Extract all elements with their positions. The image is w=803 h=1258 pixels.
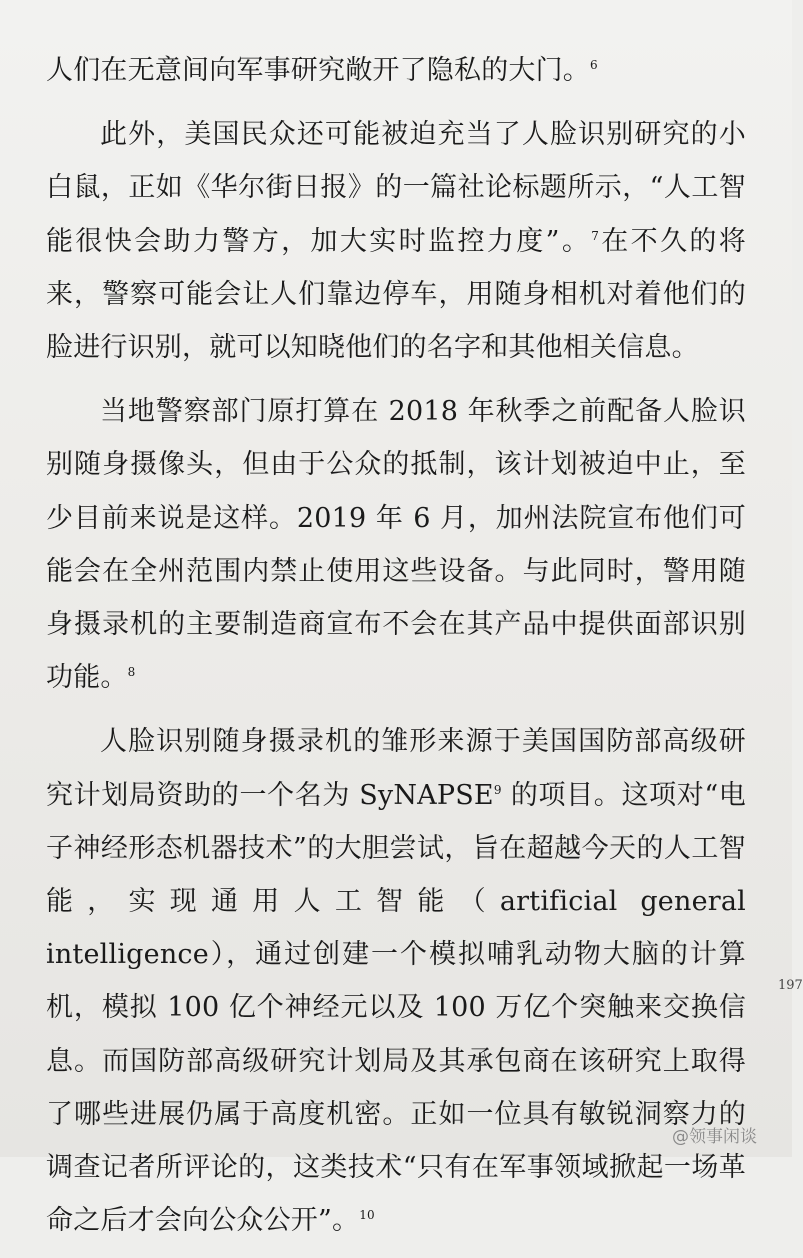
- paragraph-2: [46, 108, 746, 374]
- weibo-watermark: @领事闲谈: [672, 1127, 757, 1147]
- paragraph-2-text-cont: 在不久的将来，警察可能会让人们靠边停车，用随身相机对着他们的脸进行识别，就可以知晓他们的名字和其他相关信息。: [46, 225, 746, 364]
- footnote-ref-10: 10: [359, 1208, 375, 1223]
- footnote-ref-9: 9: [493, 782, 502, 797]
- paragraph-4: [46, 715, 746, 1247]
- page-number: 197: [778, 978, 803, 993]
- paragraph-1: [46, 44, 746, 97]
- paragraph-1-text: 人们在无意间向军事研究敞开了隐私的大门。: [46, 55, 590, 86]
- paragraph-3: [46, 385, 746, 704]
- paragraph-3-text: 当地警察部门原打算在 2018 年秋季之前配备人脸识别随身摄像头，但由于公众的抵制，该计划被迫中止，至少目前来说是这样。2019 年 6 月，加州法院宣布他们可能会在全州范围内禁止使用这些设备。与此同时，警用随身摄录机的主要制造商宣布不会在其产品中提供面部识别功能。: [46, 396, 746, 694]
- paragraph-4-text-cont: 的项目。这项对“电子神经形态机器技术”的大胆尝试，旨在超越今天的人工智能，实现通用人工智能（artificial general intelligence），通过创建一个模拟哺乳动物大脑的计算机，模拟 100 亿个神经元以及 100 万亿个突触来交换信息。而国防部高级研究计划局及其承包商在该研究上取得了哪些进展仍属于高度机密。正如一位具有敏锐洞察力的调查记者所评论的，这类技术“只有在军事领域掀起一场革命之后才会向公众公开”。: [46, 779, 746, 1237]
- paragraph-2-text: 此外，美国民众还可能被迫充当了人脸识别研究的小白鼠，正如《华尔街日报》的一篇社论标题所示，“人工智能很快会助力警方，加大实时监控力度”。: [46, 119, 746, 257]
- body-text: [46, 44, 746, 1258]
- footnote-ref-7: 7: [591, 228, 600, 243]
- footnote-ref-8: 8: [127, 665, 136, 680]
- paragraph-4-text: 人脸识别随身摄录机的雏形来源于美国国防部高级研究计划局资助的一个名为 SyNAPSE: [46, 726, 746, 811]
- footnote-ref-6: 6: [590, 58, 598, 72]
